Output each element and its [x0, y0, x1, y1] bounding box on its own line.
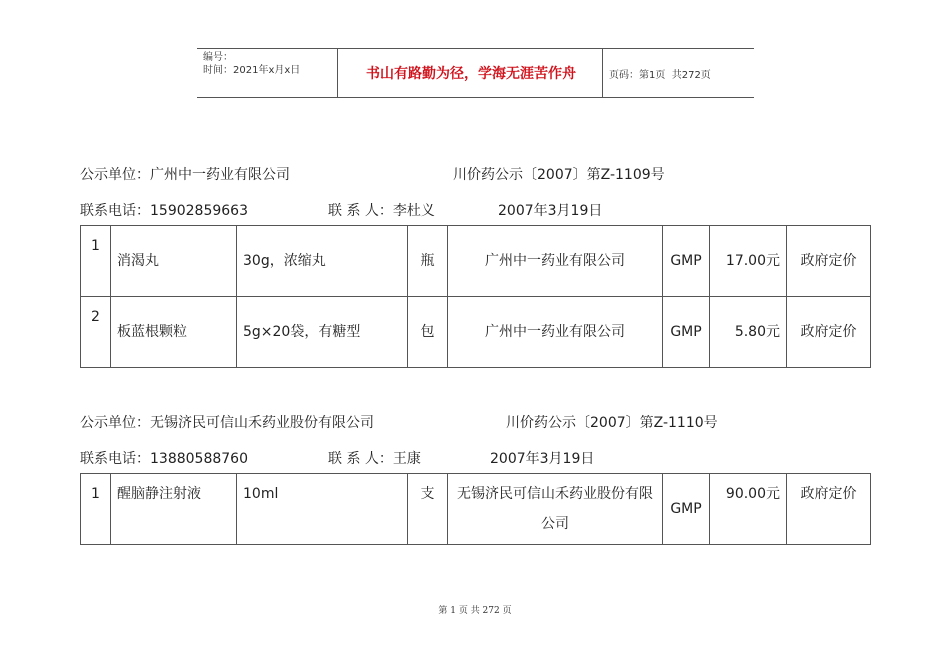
drug-maker: 无锡济民可信山禾药业股份有限公司 — [448, 474, 663, 545]
header-number-label: 编号： — [203, 52, 233, 63]
drug-name: 醒脑静注射液 — [111, 474, 237, 545]
notice-number: 川价药公示〔2007〕第Z-1109号 — [453, 167, 665, 183]
publisher-unit: 公示单位：广州中一药业有限公司 — [80, 167, 290, 183]
header-divider — [337, 49, 338, 97]
table-row — [81, 297, 871, 368]
drug-unit: 包 — [408, 297, 448, 368]
notice-number: 川价药公示〔2007〕第Z-1110号 — [506, 415, 718, 431]
pricing-type: 政府定价 — [787, 297, 871, 368]
pricing-type: 政府定价 — [787, 474, 871, 545]
publish-date: 2007年3月19日 — [498, 203, 603, 219]
drug-name: 板蓝根颗粒 — [111, 297, 237, 368]
page-header — [197, 48, 754, 98]
header-meta — [203, 51, 300, 77]
drug-price: 5.80元 — [710, 297, 787, 368]
drug-unit: 支 — [408, 474, 448, 545]
gmp-cert: GMP — [663, 297, 710, 368]
drug-spec: 30g，浓缩丸 — [237, 226, 408, 297]
page-footer: 第 1 页 共 272 页 — [438, 606, 512, 616]
header-divider — [602, 49, 603, 97]
drug-table-2 — [80, 473, 871, 545]
row-index: 1 — [81, 226, 111, 297]
row-index: 1 — [81, 474, 111, 545]
contact-person: 联 系 人：李杜义 — [328, 203, 435, 219]
row-index: 2 — [81, 297, 111, 368]
contact-phone: 联系电话：13880588760 — [80, 451, 248, 467]
drug-price: 17.00元 — [710, 226, 787, 297]
drug-spec: 10ml — [237, 474, 408, 545]
contact-person: 联 系 人：王康 — [328, 451, 421, 467]
header-page-info: 页码：第1页 共272页 — [609, 69, 711, 81]
publisher-unit: 公示单位：无锡济民可信山禾药业股份有限公司 — [80, 415, 374, 431]
contact-phone: 联系电话：15902859663 — [80, 203, 248, 219]
gmp-cert: GMP — [663, 226, 710, 297]
drug-maker: 广州中一药业有限公司 — [448, 226, 663, 297]
table-row — [81, 226, 871, 297]
table-row — [81, 474, 871, 545]
drug-table-1 — [80, 225, 871, 368]
drug-price: 90.00元 — [710, 474, 787, 545]
gmp-cert: GMP — [663, 474, 710, 545]
header-motto: 书山有路勤为径，学海无涯苦作舟 — [366, 66, 576, 82]
drug-spec: 5g×20袋，有糖型 — [237, 297, 408, 368]
header-time-label: 时间：2021年x月x日 — [203, 65, 301, 76]
pricing-type: 政府定价 — [787, 226, 871, 297]
drug-maker: 广州中一药业有限公司 — [448, 297, 663, 368]
publish-date: 2007年3月19日 — [490, 451, 595, 467]
drug-unit: 瓶 — [408, 226, 448, 297]
drug-name: 消渴丸 — [111, 226, 237, 297]
